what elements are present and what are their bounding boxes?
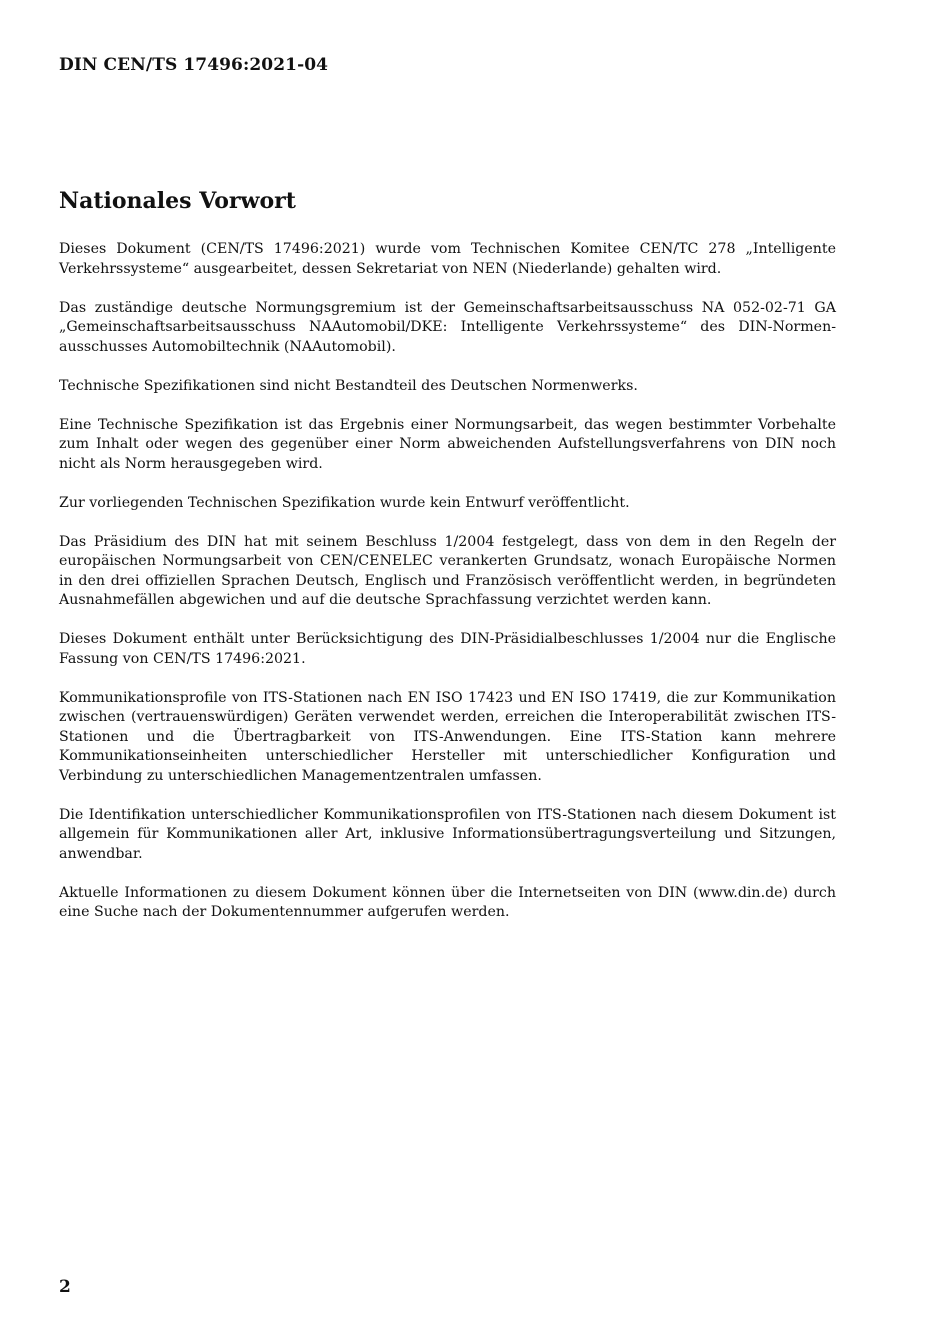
paragraph-committee: Dieses Dokument (CEN/TS 17496:2021) wurde vom Technischen Komitee CEN/TC 278 „Intelligente Verkehrssysteme“ ausgearbeitet, dessen Sekretariat von NEN (Niederlande) gehalten wird. [59,241,836,277]
foreword-body [59,240,836,942]
page-number: 2 [59,1277,71,1297]
paragraph-identification: Die Identifikation unterschiedlicher Kommunikationsprofilen von ITS-Stationen nach diesem Dokument ist allgemein für Kommunikationen aller Art, inklusive Informationsübertragungsverteilung und Sitzungen, anwendbar. [59,806,836,862]
paragraph-current-information: Aktuelle Informationen zu diesem Dokument können über die Internetseiten von DIN (www.din.de) durch eine Suche nach der Dokumentennummer aufgerufen werden. [59,884,836,920]
paragraph-no-draft: Zur vorliegenden Technischen Spezifikation wurde kein Entwurf veröffentlicht. [59,494,630,511]
paragraph-standards-body: Das zuständige deutsche Normungsgremium ist der Gemeinschaftsarbeitsausschuss NA 052-02-71 GA „Gemeinschaftsarbeitsausschuss NAAutomobil/DKE: Intelligente Verkehrssysteme“ des DIN-Normen-ausschusses Automobiltechnik (NAAutomobil). [59,299,836,355]
paragraph-communication-profiles: Kommunikationsprofile von ITS-Stationen nach EN ISO 17423 und EN ISO 17419, die zur Kommunikation zwischen (vertrauenswürdigen) Geräten verwendet werden, erreichen die Interoperabilität zwischen ITS-Stationen und die Übertragbarkeit von ITS-Anwendungen. Eine ITS-Station kann mehrere Kommunikationseinheiten unterschiedlicher Hersteller mit unterschiedlicher Konfiguration und Verbindung zu unterschiedlichen Managementzentralen umfassen. [59,689,836,784]
paragraph-english-version: Dieses Dokument enthält unter Berücksichtigung des DIN-Präsidialbeschlusses 1/2004 nur die Englische Fassung von CEN/TS 17496:2021. [59,631,836,667]
document-id-header: DIN CEN/TS 17496:2021-04 [59,55,329,75]
paragraph-presidium-decision: Das Präsidium des DIN hat mit seinem Beschluss 1/2004 festgelegt, dass von dem in den Regeln der europäischen Normungsarbeit von CEN/CENELEC verankerten Grundsatz, wonach Europäische Normen in den drei offiziellen Sprachen Deutsch, Englisch und Französisch veröffentlicht werden, in begründeten Ausnahmefällen abgewichen und auf die deutsche Sprachfassung verzichtet werden kann. [59,533,836,608]
paragraph-ts-definition: Eine Technische Spezifikation ist das Ergebnis einer Normungsarbeit, das wegen bestimmter Vorbehalte zum Inhalt oder wegen des gegenüber einer Norm abweichenden Aufstellungsverfahrens von DIN noch nicht als Norm herausgegeben wird. [59,416,836,472]
section-title: Nationales Vorwort [59,188,296,214]
paragraph-not-part-of-standards: Technische Spezifikationen sind nicht Bestandteil des Deutschen Normenwerks. [59,377,638,394]
